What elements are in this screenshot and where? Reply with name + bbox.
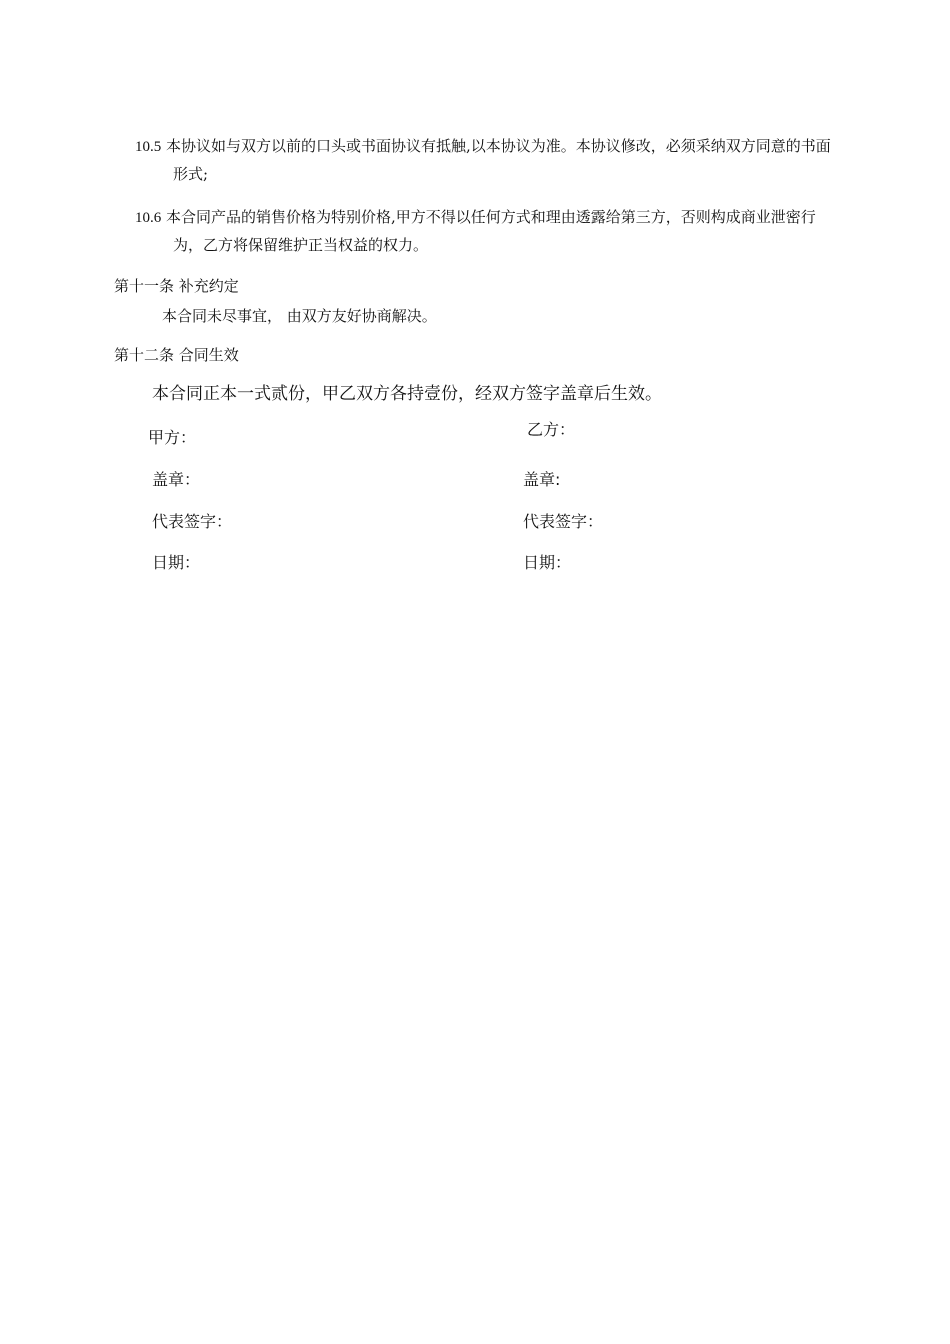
clause-text: 本合同产品的销售价格为特别价格,甲方不得以任何方式和理由透露给第三方，否则构成商业泄密行为，乙方将保留维护正当权益的权力。 xyxy=(166,208,816,254)
party-b-label: 乙方： xyxy=(527,420,576,439)
party-a-seal-label: 盖章： xyxy=(152,470,201,489)
party-a-date-label: 日期： xyxy=(152,553,201,572)
clause-10-6 xyxy=(135,204,840,259)
party-b-seal-label: 盖章: xyxy=(523,470,561,489)
article-12-heading: 第十二条 合同生效 xyxy=(114,346,239,364)
clause-number: 10.6 xyxy=(135,210,162,226)
party-b-date-label: 日期： xyxy=(523,553,572,572)
article-11-heading: 第十一条 补充约定 xyxy=(114,277,239,295)
party-a-label: 甲方： xyxy=(148,428,197,447)
party-a-representative-label: 代表签字： xyxy=(152,512,233,531)
clause-text: 本协议如与双方以前的口头或书面协议有抵触,以本协议为准。本协议修改，必须采纳双方同意的书面形式; xyxy=(166,137,831,183)
article-11-body: 本合同未尽事宜， 由双方友好协商解决。 xyxy=(162,307,437,325)
party-b-representative-label: 代表签字： xyxy=(523,512,604,531)
article-12-body: 本合同正本一式贰份，甲乙双方各持壹份，经双方签字盖章后生效。 xyxy=(152,384,662,404)
clause-10-5 xyxy=(135,133,840,188)
clause-number: 10.5 xyxy=(135,139,162,155)
